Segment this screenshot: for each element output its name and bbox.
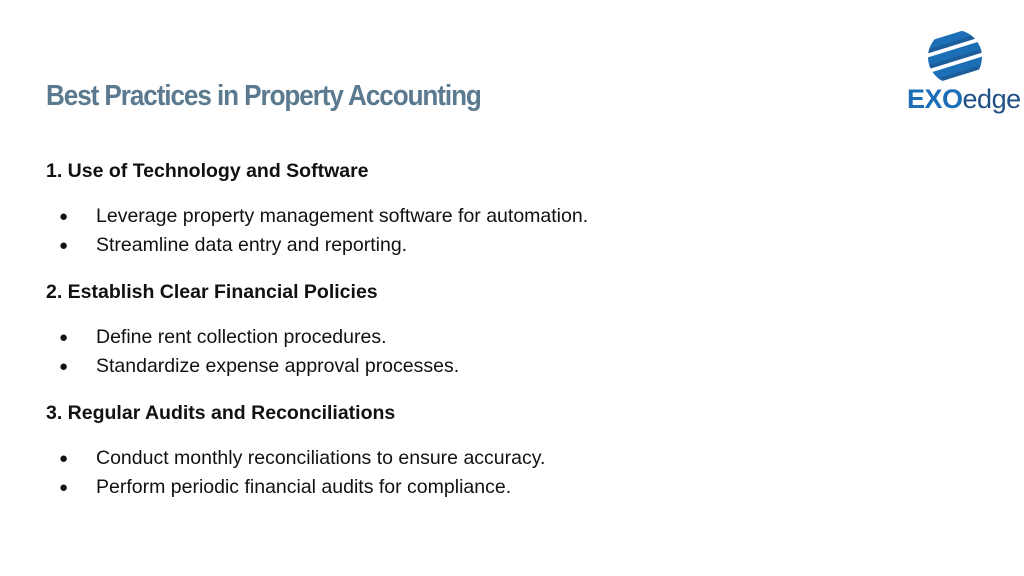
list-item <box>46 352 946 381</box>
bullet-dot-icon: ● <box>59 208 69 225</box>
list-item-text: Define rent collection procedures. <box>96 326 387 348</box>
bullet-list <box>46 202 946 260</box>
logo-wordmark <box>907 86 1021 113</box>
list-item-text: Perform periodic financial audits for compliance. <box>96 476 512 498</box>
list-item-text: Leverage property management software for automation. <box>96 205 589 227</box>
bullet-dot-icon: ● <box>59 450 69 467</box>
section-heading: 1. Use of Technology and Software <box>46 160 369 182</box>
bullet-dot-icon: ● <box>59 237 69 254</box>
exoedge-stripes-logo-icon <box>926 28 984 86</box>
list-item <box>46 473 946 502</box>
list-item-text: Standardize expense approval processes. <box>96 355 460 377</box>
list-item <box>46 323 946 352</box>
bullet-dot-icon: ● <box>59 479 69 496</box>
logo-text-edge: edge <box>962 84 1021 114</box>
list-item <box>46 444 946 473</box>
section-technology <box>46 158 946 260</box>
section-heading: 3. Regular Audits and Reconciliations <box>46 402 396 424</box>
list-item <box>46 202 946 231</box>
slide-title: Best Practices in Property Accounting <box>46 80 481 112</box>
list-item <box>46 231 946 260</box>
logo-text-exo: EXO <box>907 84 963 114</box>
bullet-list <box>46 444 946 502</box>
exoedge-logo <box>904 28 1021 120</box>
section-financial-policies <box>46 279 946 381</box>
bullet-dot-icon: ● <box>59 329 69 346</box>
bullet-dot-icon: ● <box>59 358 69 375</box>
slide-content <box>46 158 946 521</box>
section-heading: 2. Establish Clear Financial Policies <box>46 281 378 303</box>
list-item-text: Streamline data entry and reporting. <box>96 234 408 256</box>
list-item-text: Conduct monthly reconciliations to ensure accuracy. <box>96 447 546 469</box>
section-audits <box>46 400 946 502</box>
bullet-list <box>46 323 946 381</box>
